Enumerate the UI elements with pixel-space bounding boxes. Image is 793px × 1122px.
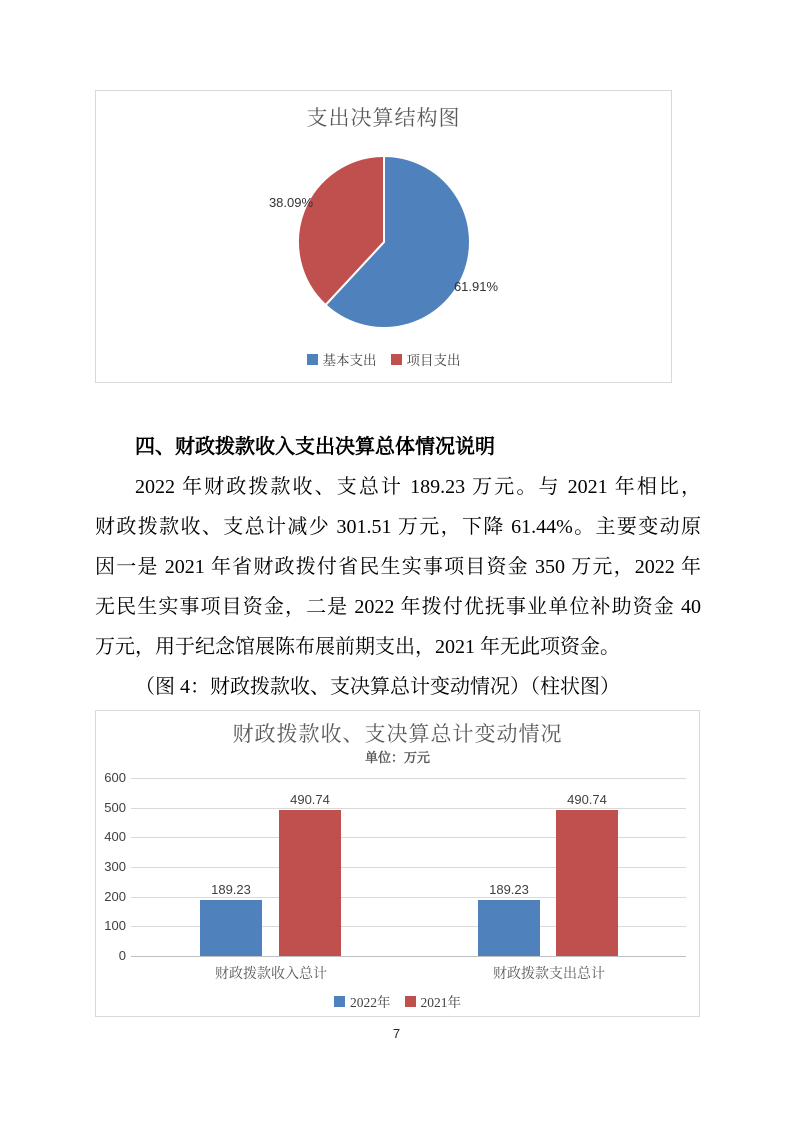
bar-data-label: 490.74 <box>290 792 330 808</box>
bar-chart-subtitle: 单位：万元 <box>364 750 430 765</box>
bar-legend-item-2022 <box>334 991 391 1011</box>
paragraph-line: 因一是 2021 年省财政拨付省民生实事项目资金 350 万元，2022 年 <box>95 556 701 578</box>
paragraph-line: 万元，用于纪念馆展陈布展前期支出，2021 年无此项资金。 <box>95 636 620 658</box>
bar-rect-2021-expense <box>556 810 618 956</box>
bar-rect-2022-income <box>200 900 262 956</box>
bar-2022-expense <box>478 778 540 956</box>
bar-legend-item-2021 <box>405 991 462 1011</box>
bar-rect-2022-expense <box>478 900 540 956</box>
bar-data-label: 189.23 <box>489 881 529 897</box>
pie-legend <box>96 349 671 369</box>
legend-swatch-blue-icon <box>307 354 318 365</box>
pie-legend-label: 基本支出 <box>322 353 377 368</box>
bar-chart-panel <box>95 710 700 1017</box>
pie-legend-label: 项目支出 <box>406 353 461 368</box>
bar-rect-2021-income <box>279 810 341 956</box>
bar-data-label: 490.74 <box>567 792 607 808</box>
page-number: 7 <box>392 1026 401 1041</box>
y-tick-label: 600 <box>104 770 126 785</box>
bar-2021-expense <box>556 778 618 956</box>
paragraph-line: 无民生实事项目资金，二是 2022 年拨付优抚事业单位补助资金 40 <box>95 596 701 618</box>
y-tick-label: 0 <box>118 948 126 963</box>
bar-data-label: 189.23 <box>211 881 251 897</box>
x-axis-line <box>131 956 686 957</box>
category-label-expense: 财政拨款支出总计 <box>493 967 605 982</box>
legend-swatch-red-icon <box>391 354 402 365</box>
bar-2022-income <box>200 778 262 956</box>
y-tick-label: 100 <box>104 918 126 934</box>
paragraph-line: 财政拨款收、支总计减少 301.51 万元，下降 61.44%。主要变动原 <box>95 516 701 538</box>
y-tick-label: 300 <box>104 859 126 874</box>
bar-2021-income <box>279 778 341 956</box>
y-tick-label: 200 <box>104 888 126 904</box>
bar-legend-label: 2021年 <box>420 995 461 1010</box>
legend-swatch-blue-icon <box>334 996 345 1007</box>
pie-chart-panel <box>95 90 672 383</box>
legend-swatch-red-icon <box>405 996 416 1007</box>
section-heading: 四、财政拨款收入支出决算总体情况说明 <box>135 436 495 458</box>
category-label-income: 财政拨款收入总计 <box>215 967 327 982</box>
pie-data-label-project-expense: 38.09% <box>268 195 314 210</box>
pie-legend-item-project-expense <box>391 349 461 369</box>
pie-chart-title: 支出决算结构图 <box>306 106 461 130</box>
paragraph-line: 2022 年财政拨款收、支总计 189.23 万元。与 2021 年相比， <box>135 476 701 498</box>
pie-chart <box>294 152 474 332</box>
pie-data-label-basic-expense: 61.91% <box>453 279 499 294</box>
figure-caption: （图 4：财政拨款收、支决算总计变动情况）（柱状图） <box>135 676 620 698</box>
pie-legend-item-basic-expense <box>307 349 377 369</box>
y-tick-label: 500 <box>104 799 126 815</box>
bar-chart-title: 财政拨款收、支决算总计变动情况 <box>232 722 563 746</box>
bar-plot-area <box>131 778 686 956</box>
bar-legend-label: 2022年 <box>350 995 391 1010</box>
text-section <box>95 427 701 707</box>
y-tick-label: 400 <box>104 829 126 845</box>
bar-legend <box>96 991 699 1011</box>
